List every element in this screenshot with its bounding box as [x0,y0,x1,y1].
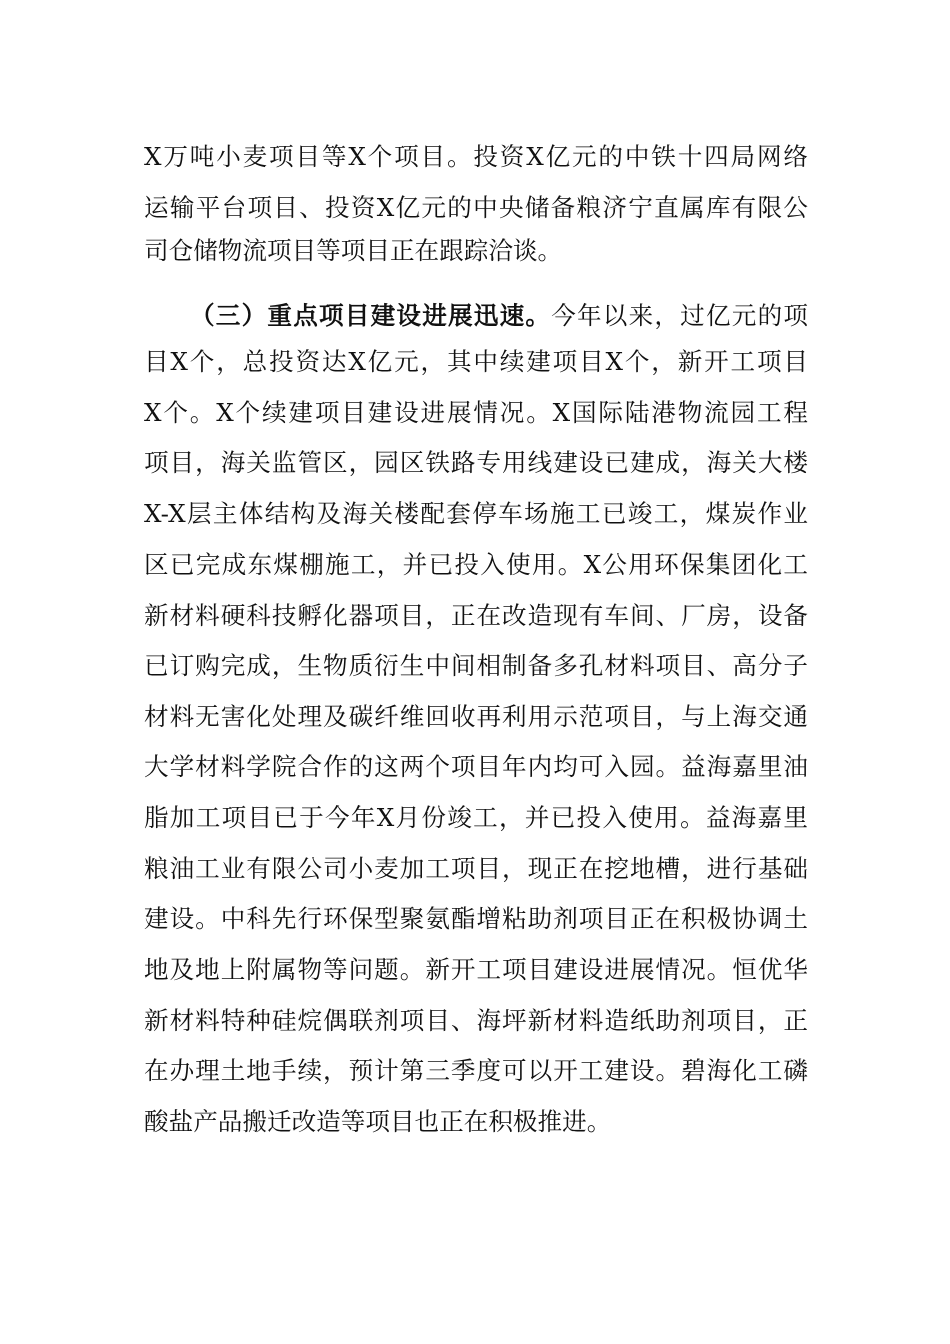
paragraph-2-line-6: 区已完成东煤棚施工，并已投入使用。X公用环保集团化工 [144,550,808,579]
paragraph-2-line-3: X个。X个续建项目建设进展情况。X国际陆港物流园工程 [144,398,808,427]
paragraph-2-line-14: 地及地上附属物等问题。新开工项目建设进展情况。恒优华 [144,955,808,984]
paragraph-2-line-7: 新材料硬科技孵化器项目，正在改造现有车间、厂房，设备 [144,601,808,630]
paragraph-2-line-1 [190,296,808,336]
paragraph-2-line-16: 在办理土地手续，预计第三季度可以开工建设。碧海化工磷 [144,1056,808,1085]
paragraph-1-line-1: X万吨小麦项目等X个项目。投资X亿元的中铁十四局网络 [144,142,808,171]
paragraph-2-line-10: 大学材料学院合作的这两个项目年内均可入园。益海嘉里油 [144,752,808,781]
paragraph-2-line-11: 脂加工项目已于今年X月份竣工，并已投入使用。益海嘉里 [144,803,808,832]
paragraph-2-line-15: 新材料特种硅烷偶联剂项目、海坪新材料造纸助剂项目，正 [144,1006,808,1035]
paragraph-2-line-13: 建设。中科先行环保型聚氨酯增粘助剂项目正在积极协调土 [144,904,808,933]
paragraph-1-line-2: 运输平台项目、投资X亿元的中央储备粮济宁直属库有限公 [144,193,808,222]
paragraph-2-line-12: 粮油工业有限公司小麦加工项目，现正在挖地槽，进行基础 [144,854,808,883]
paragraph-2-line-1-text: 今年以来，过亿元的项 [551,301,808,330]
paragraph-2-line-8: 已订购完成，生物质衍生中间相制备多孔材料项目、高分子 [144,651,808,680]
paragraph-2-line-4: 项目，海关监管区，园区铁路专用线建设已建成，海关大楼 [144,448,808,477]
paragraph-2-line-2: 目X个，总投资达X亿元，其中续建项目X个，新开工项目 [144,347,808,376]
section-heading: （三）重点项目建设进展迅速。 [190,301,552,330]
paragraph-2-line-5: X-X层主体结构及海关楼配套停车场施工已竣工，煤炭作业 [144,499,808,528]
paragraph-2-line-17: 酸盐产品搬迁改造等项目也正在积极推进。 [144,1107,612,1136]
paragraph-2-line-9: 材料无害化处理及碳纤维回收再利用示范项目，与上海交通 [144,702,808,731]
paragraph-1-line-3: 司仓储物流项目等项目正在跟踪洽谈。 [144,236,563,265]
